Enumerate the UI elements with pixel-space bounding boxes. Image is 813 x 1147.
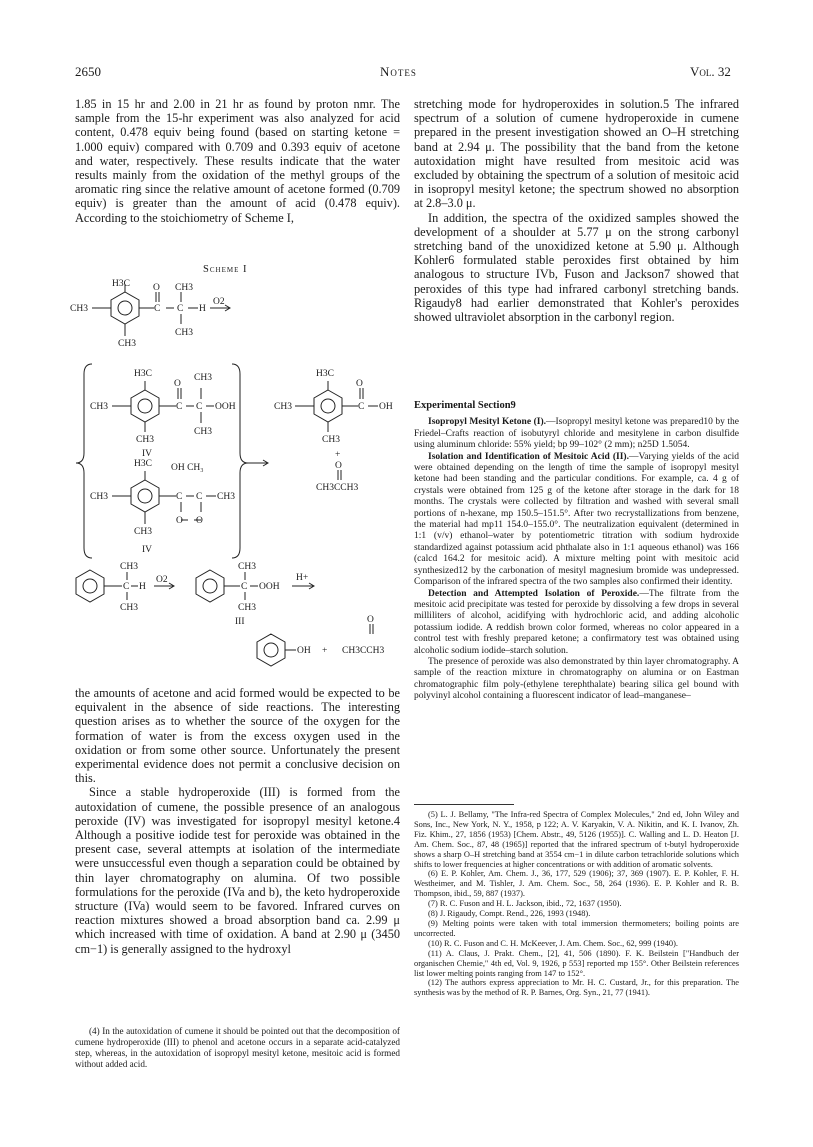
- left-footnote: [75, 1026, 400, 1070]
- scheme-label: CH3: [322, 435, 340, 445]
- scheme-label: CH3: [90, 492, 108, 502]
- scheme-label: C: [123, 582, 130, 592]
- scheme-label: OH: [297, 646, 311, 656]
- run-in-heading: Isopropyl Mesityl Ketone (I).: [428, 417, 546, 428]
- scheme-label: O: [367, 615, 374, 625]
- scheme-label: CH3: [134, 527, 152, 537]
- left-paragraph: the amounts of acetone and acid formed would be expected to be equivalent in the absence of side reactions. The interesting question arises as to whether the source of the oxygen for the formation of water is from the excess oxygen used in the oxidation or from some other source. Unfortunately the present experimental evidence does not permit a conclusive decision on this.: [75, 686, 400, 786]
- experimental-paragraph: [414, 417, 739, 451]
- run-in-heading: Detection and Attempted Isolation of Peroxide.: [428, 588, 640, 599]
- scheme-label: O: [153, 283, 160, 293]
- footnote: (7) R. C. Fuson and H. L. Jackson, ibid., 72, 1637 (1950).: [428, 899, 622, 909]
- scheme-label: O: [356, 379, 363, 389]
- scheme-label: CH3: [90, 402, 108, 412]
- scheme-label: CH3CCH3: [342, 646, 385, 656]
- scheme-label: CH3: [175, 328, 193, 338]
- scheme-label: CH3: [274, 402, 292, 412]
- right-top-text: [414, 97, 739, 324]
- scheme-i-diagram: [70, 278, 410, 686]
- scheme-label: O: [176, 516, 183, 526]
- scheme-label: CH3: [120, 603, 138, 613]
- scheme-label: C: [196, 492, 203, 502]
- scheme-label: C: [176, 492, 183, 502]
- scheme-label: H: [199, 304, 206, 314]
- run-in-heading: Isolation and Identification of Mesitoic Acid (II).: [428, 451, 629, 462]
- scheme-label: OH CH₃: [171, 463, 204, 473]
- scheme-label: OH: [379, 402, 393, 412]
- experimental-paragraph: [414, 589, 739, 657]
- right-footnotes: [414, 810, 739, 998]
- scheme-label: C: [358, 402, 365, 412]
- scheme-label: H+: [296, 573, 309, 583]
- scheme-label: C: [241, 582, 248, 592]
- structure-number: IV: [142, 449, 153, 459]
- left-bottom-text: [75, 686, 400, 956]
- scheme-label: CH3: [238, 562, 256, 572]
- page-number: 2650: [75, 64, 101, 79]
- scheme-label: +: [335, 450, 341, 460]
- scheme-label: CH3: [238, 603, 256, 613]
- scheme-label: O: [174, 379, 181, 389]
- scheme-label: OOH: [259, 582, 280, 592]
- scheme-label: O: [196, 516, 203, 526]
- footnote: (9) Melting points were taken with total immersion thermometers; boiling points are uncorrected.: [414, 918, 739, 938]
- scheme-label: CH3: [118, 339, 136, 349]
- left-top-text: [75, 97, 400, 225]
- scheme-label: C: [196, 402, 203, 412]
- paragraph-body: —Varying yields of the acid were obtained depending on the length of time the sample of isopropyl mesityl ketone had been standing and the particular conditions. For example, ca. 4 g of crystals were obtained from 125 g of the ketone after storage in the dark for 18 months. The crystals were collected by filtration and washed with several small portions of n-hexane, mp 150.5–151.5°. After two recrystallizations from benzene, the material had mp11 154.0–155.0°. The neutralization equivalent (determined in 1:1 (v/v) ethanol–water by potentiometric titration with sodium hydroxide standardized against potassium acid phthalate also in 1:1 aqueous ethanol) was 166 (calcd 164.2 for mesitoic acid). A mixture melting point with mesitoic acid synthesized12 by the carbonation of mesityl magnesium bromide was undepressed. Comparison of the infrared spectra of the two samples also confirmed their identity.: [414, 451, 739, 588]
- experimental-paragraph: The presence of peroxide was also demonstrated by thin layer chromatography. A sample of the reaction mixture in chromatography on alumina or on Eastman chromatographic film poly-(ethylene terephthalate) bearing silica gel bound with polyvinyl alcohol containing a fluorescent indicator of lead–manganese–: [414, 656, 739, 702]
- volume-label: Vol. 32: [690, 64, 731, 79]
- scheme-label: H3C: [316, 369, 334, 379]
- scheme-label: C: [154, 304, 161, 314]
- right-paragraph: In addition, the spectra of the oxidized samples showed the development of a shoulder at 5.77 μ on the strong carbonyl stretching band of the unoxidized ketone at 5.90 μ. Although Kohler6 formulated stable peroxides first obtained by him analogous to structure IVb, Fuson and Jackson7 showed that peroxides of this type had infrared carbonyl stretching bands. Rigaudy8 had earlier demonstrated that Kohler's peroxides showed ultraviolet absorption in the carbonyl region.: [414, 210, 739, 325]
- structure-number: IV: [142, 545, 153, 555]
- footnote: (6) E. P. Kohler, Am. Chem. J., 36, 177, 529 (1906); 37, 369 (1907). E. P. Kohler, F. H. Westheimer, and M. Tishler, J. Am. Chem. Soc., 58, 264 (1936). E. P. Kohler and R. B. Thompson, ibid., 59, 887 (1937).: [414, 869, 739, 899]
- scheme-label: H3C: [134, 459, 152, 469]
- left-top-paragraph: 1.85 in 15 hr and 2.00 in 21 hr as found by proton nmr. The sample from the 15-hr experiment was also analyzed for acid content, 0.478 equiv being found (based on starting ketone = 1.000 equiv) compared with 0.709 and 0.393 equiv of acetone and water, respectively. These results indicate that the water results mainly from the oxidation of the methyl groups of the aromatic ring since the relative amount of acetone formed (0.709 equiv) is greater than the amount of acid (0.478 equiv). According to the stoichiometry of Scheme I,: [75, 97, 400, 225]
- experimental-title: Experimental Section9: [414, 400, 516, 411]
- footnote: (8) J. Rigaudy, Compt. Rend., 226, 1993 (1948).: [428, 909, 591, 919]
- paragraph-body: —Isopropyl mesityl ketone was prepared10 by the Friedel–Crafts reaction of isobutyryl chloride and mesitylene in carbon disulfide using aluminum chloride: 55% yield; bp 99–102° (2 mm); n25D 1.5054.: [414, 417, 739, 451]
- scheme-label: C: [177, 304, 184, 314]
- scheme-label: CH3: [194, 373, 212, 383]
- scheme-label: CH3: [70, 304, 88, 314]
- footnote: (11) A. Claus, J. Prakt. Chem., [2], 41, 506 (1890). F. K. Beilstein ["Handbuch der organischen Chemie," 4th ed, Vol. 9, 1926, p 553] reported mp 155°. Other Beilstein references list lower melting points ranging from 147 to 152°.: [414, 948, 739, 978]
- footnote-4: (4) In the autoxidation of cumene it should be pointed out that the decomposition of cumene hydroperoxide (III) to phenol and acetone occurs in a separate acid-catalyzed step, whereas, in the autoxidation of isopropyl mesityl ketone, mesitoic acid is formed without added acid.: [75, 1026, 400, 1070]
- scheme-label: O2: [213, 297, 225, 307]
- structure-number: III: [235, 617, 245, 627]
- scheme-label: CH3: [120, 562, 138, 572]
- scheme-label: OOH: [215, 402, 236, 412]
- scheme-title: Scheme I: [203, 264, 248, 275]
- running-head: Notes: [380, 64, 417, 79]
- right-paragraph: stretching mode for hydroperoxides in solution.5 The infrared spectrum of a solution of cumene hydroperoxide in cumene prepared in the present investigation showed an O–H stretching band at 2.94 μ. The possibility that the band from the ketone autoxidation might have resulted from mesitoic acid was excluded by obtaining the spectrum of a solution of mesitoic acid in isopropyl mesityl ketone; the spectrum showed no absorption at 2.8–3.0 μ.: [414, 97, 739, 211]
- footnote: (12) The authors express appreciation to Mr. H. C. Custard, Jr., for this preparation. The synthesis was by the method of R. P. Barnes, Org. Syn., 21, 77 (1941).: [414, 978, 739, 998]
- footnote-rule: [414, 804, 514, 805]
- paragraph-body: —The filtrate from the mesitoic acid precipitate was tested for peroxide by dissolving a few drops in several milliliters of alcohol, acidifying with hydrochloric acid, and adding alcoholic potassium iodide. A reddish brown color formed, whereas no color appeared in a control test with freshly prepared ketone; a confirmatory test was obtained using alcoholic sodium iodide–starch solution.: [414, 588, 739, 656]
- scheme-label: O2: [156, 575, 168, 585]
- scheme-label: CH3: [217, 492, 235, 502]
- scheme-label: CH3: [194, 427, 212, 437]
- scheme-label: H3C: [112, 279, 130, 289]
- scheme-label: CH3CCH3: [316, 483, 359, 493]
- scheme-label: CH3: [136, 435, 154, 445]
- scheme-label: H: [139, 582, 146, 592]
- scheme-label: CH3: [175, 283, 193, 293]
- left-paragraph: Since a stable hydroperoxide (III) is formed from the autoxidation of cumene, the possible presence of an analogous peroxide (IV) was investigated for isopropyl mesityl ketone.4 Although a positive iodide test for peroxide was obtained in the present case, several attempts at isolation of the intermediate were unsuccessful even though a separation could be obtained by thin layer chromatography on alumina. Of two possible formulations for the peroxide (IVa and b), the keto hydroperoxide structure (IVa) would seem to be favored. Infrared curves on reaction mixtures showed a broad absorption band ca. 2.99 μ which increased with time of oxidation. A band at 2.90 μ (3450 cm−1) is generally assigned to the hydroxyl: [75, 785, 400, 956]
- scheme-label: +: [322, 646, 328, 656]
- footnote: (5) L. J. Bellamy, "The Infra-red Spectra of Complex Molecules," 2nd ed, John Wiley and Sons, Inc., New York, N. Y., 1958, p 122; A. V. Karyakin, V. A. Nikitin, and K. I. Ivanov, Zh. Fiz. Khim., 27, 1856 (1953) [Chem. Abstr., 49, 5126 (1955)]. C. Walling and L. D. Heaton [J. Am. Chem. Soc., 87, 48 (1965)] reported that the infrared spectrum of t-butyl hydroperoxide shows a sharp O–H stretching band at 3554 cm−1 in dilute carbon tetrachloride solutions which shifts to lower frequencies at higher concentrations or with addition of aromatic solvents.: [414, 810, 739, 869]
- experimental-section: [414, 400, 739, 703]
- scheme-label: O: [335, 461, 342, 471]
- scheme-label: H3C: [134, 369, 152, 379]
- experimental-paragraph: [414, 452, 739, 589]
- footnote: (10) R. C. Fuson and C. H. McKeever, J. Am. Chem. Soc., 62, 999 (1940).: [428, 938, 678, 948]
- scheme-label: C: [176, 402, 183, 412]
